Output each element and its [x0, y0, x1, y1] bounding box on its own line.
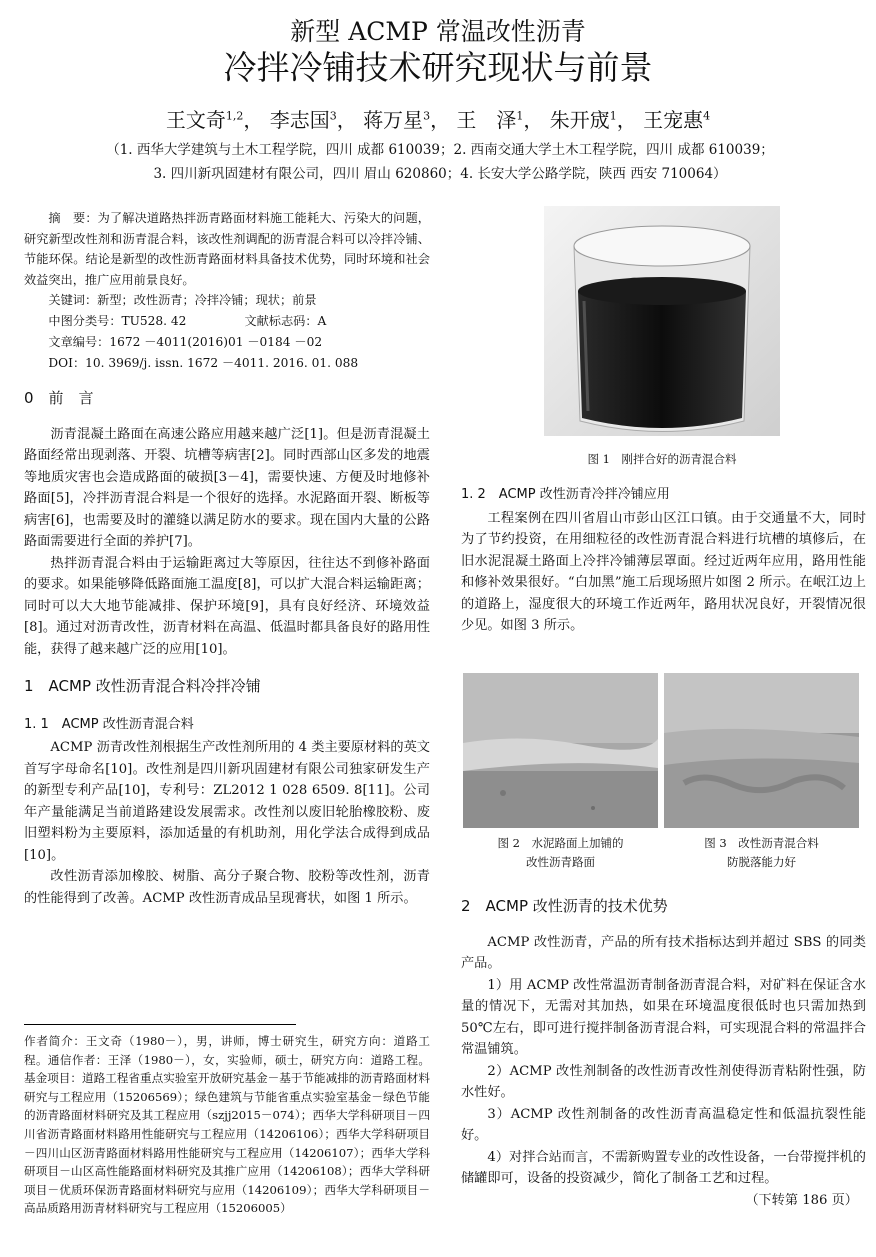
figure-3-photo: [664, 673, 859, 828]
author: 朱开宬$^1$: [549, 108, 617, 132]
title-line-1: 新型 ACMP 常温改性沥青: [290, 17, 586, 46]
classification-line: [24, 311, 430, 332]
author-list: 王文奇$^{1,2}$， 李志国$^3$， 蒋万星$^3$， 王 泽$^1$， 朱开宬$^1$， 王宠惠$^4$: [165, 108, 711, 132]
doi: DOI：10. 3969/j. issn. 1672 －4011. 2016. 01. 088: [48, 356, 359, 370]
figure-3-caption: 图 3 改性沥青混合料 防脱落能力好: [704, 836, 819, 869]
keywords: 关键词：新型；改性沥青；冷拌冷铺；现状；前景: [48, 293, 317, 307]
clc-number: 中图分类号：TU528. 42: [48, 314, 187, 328]
author: 王 泽$^1$: [456, 108, 524, 132]
footnote: 作者简介：王文奇（1980－），男，讲师，博士研究生，研究方向：道路工程。通信作者：王泽（1980－），女，实验师，硕士，研究方向：道路工程。基金项目：道路工程省重点实验室开放研究基金－基于节能减排的沥青路面材料研究与工程应用（15206569）；绿色建筑与节能省重点实验室基金－绿色节能的沥青路面材料研究及其工程应用（szjj2015－074）；西华大学科研项目－四川省沥青路面材料路用性能研究与工程应用（14206106）；西华大学科研项目－四川山区沥青路面材料路用性能研究与工程应用（14206107）；西华大学科研项目－山区高性能路面材料研究及其推广应用（14206108）；西华大学科研项目－优质环保沥青路面材料研究与应用（14206109）；西华大学科研项目－高品质路用沥青材料研究与工程应用（15206005）: [24, 1034, 430, 1216]
section-0-paragraph-1: 沥青混凝土路面在高速公路应用越来越广泛[1]。但是沥青混凝土路面经常出现剥落、开裂、坑槽等病害[2]。同时西部山区多发的地震等地质灾害也会造成路面的破损[3－4]，需要快速、方便及时地修补路面[5]，冷拌沥青混合料是一个很好的选择。水泥路面开裂、断板等病害[6]，也需要及时的灌缝以满足防水的要求。现在国内大量的公路路面需要进行全面的养护[7]。: [24, 426, 430, 549]
section-2-item-2: 2）ACMP 改性剂制备的改性沥青改性剂使得沥青粘附性强，防水性好。: [461, 1063, 866, 1100]
figure-2-photo: [463, 673, 658, 828]
section-0-paragraph-2: 热拌沥青混合料由于运输距离过大等原因，往往达不到修补路面的要求。如果能够降低路面施工温度[8]，可以扩大混合料运输距离；同时可以大大地节能减排、保护环境[9]，具有良好经济、环境效益[8]。通过对沥青改性，沥青材料在高温、低温时都具备良好的路用性能，获得了越来越广泛的应用[10]。: [24, 555, 430, 657]
abstract-text: 摘 要：为了解决道路热拌沥青路面材料施工能耗大、污染大的问题，研究新型改性剂和沥青混合料，该改性剂调配的沥青混合料可以冷拌冷铺、节能环保。结论是新型的改性沥青路面材料具备技术优势，同时环境和社会效益突出，推广应用前景良好。: [24, 211, 430, 287]
section-1-2-heading: 1. 2 ACMP 改性沥青冷拌冷铺应用: [461, 487, 670, 502]
section-2-item-1: 1）用 ACMP 改性常温沥青制备沥青混合料，对矿料在保证含水量的情况下，无需对其加热，如果在环境温度很低时也只需加热到 50℃左右，即可进行搅拌制备沥青混合料，可实现混合料的常温拌合常温铺筑。: [461, 977, 866, 1057]
author: 王文奇$^{1,2}$: [165, 108, 244, 132]
section-1-1-paragraph-1: ACMP 沥青改性剂根据生产改性剂所用的 4 类主要原材料的英文首写字母命名[10]。改性剂是四川新巩固建材有限公司独家研发生产的新型专利产品[10]，专利号：ZL2012 1 028 6509. 8[11]。公司年产量能满足当前道路建设发展需求。改性剂以废旧轮胎橡胶粉、废旧塑料粉为主要原料，添加适量的有机助剂，用化学法合成得到成品[10]。: [24, 740, 430, 863]
figure-2-caption: 图 2 水泥路面上加铺的 改性沥青路面: [497, 836, 624, 869]
author: 蒋万星$^3$: [363, 108, 431, 132]
section-1-heading: 1 ACMP 改性沥青混合料冷拌冷铺: [24, 677, 261, 695]
figure-1-photo: [544, 206, 780, 436]
title-line-2: 冷拌冷铺技术研究现状与前景: [223, 48, 653, 87]
section-1-2-paragraph-1: 工程案例在四川省眉山市彭山区江口镇。由于交通量不大，同时为了节约投资，在用细粒径的改性沥青混合料进行坑槽的填修后，在旧水泥混凝土路面上冷拌冷铺薄层罩面。经过近两年应用，路用性能和修补效果很好。“白加黑”施工后现场照片如图 2 所示。在岷江边上的道路上，湿度很大的环境工作近两年，路用状况良好，开裂情况很少见。如图 3 所示。: [461, 510, 866, 633]
section-2-item-4: 4）对拌合站而言，不需新购置专业的改性设备，一台带搅拌机的储罐即可，设备的投资减少，简化了制备工艺和过程。: [461, 1149, 866, 1186]
section-2-heading: 2 ACMP 改性沥青的技术优势: [461, 897, 668, 915]
section-2-item-3: 3）ACMP 改性剂制备的改性沥青高温稳定性和低温抗裂性能好。: [461, 1106, 866, 1143]
continued-note: （下转第 186 页）: [745, 1192, 858, 1208]
figure-1-caption: 图 1 刚拌合好的沥青混合料: [587, 452, 737, 466]
footnote-rule: [24, 1024, 296, 1025]
section-2-intro: ACMP 改性沥青，产品的所有技术指标达到并超过 SBS 的同类产品。: [461, 934, 866, 971]
section-1-1-heading: 1. 1 ACMP 改性沥青混合料: [24, 716, 194, 732]
article-number: 文章编号：1672 －4011(2016)01 －0184 －02: [48, 335, 323, 349]
section-1-1-paragraph-2: 改性沥青添加橡胶、树脂、高分子聚合物、胶粉等改性剂，沥青的性能得到了改善。ACMP 改性沥青成品呈现膏状，如图 1 所示。: [24, 869, 430, 906]
affiliations-line-1: （1. 西华大学建筑与土木工程学院，四川 成都 610039；2. 西南交通大学土木工程学院，四川 成都 610039；: [106, 142, 774, 158]
affiliations-line-2: 3. 四川新巩固建材有限公司，四川 眉山 620860；4. 长安大学公路学院，陕西 西安 710064）: [153, 166, 727, 182]
author: 王宠惠$^4$: [643, 108, 711, 132]
document-code: 文献标志码：A: [244, 314, 327, 328]
author: 李志国$^3$: [269, 108, 337, 132]
section-0-heading: 0 前 言: [24, 389, 94, 407]
